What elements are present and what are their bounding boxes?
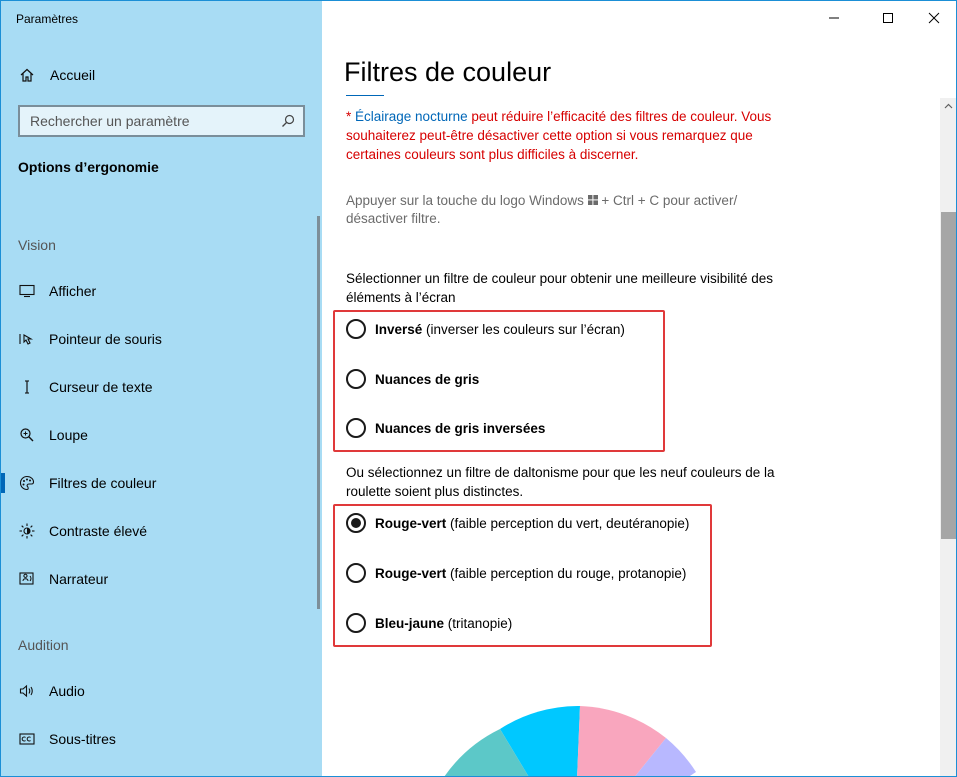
app-title: Paramètres — [16, 12, 79, 26]
sidebar — [1, 1, 322, 777]
radio-label-desc: (inverser les couleurs sur l’écran) — [422, 321, 625, 337]
maximize-icon — [882, 12, 894, 24]
main-content — [322, 1, 957, 777]
search-input[interactable] — [20, 113, 270, 129]
radio-circle[interactable] — [346, 418, 366, 438]
radio-nuances-de-gris[interactable] — [346, 367, 479, 391]
sidebar-item-audio[interactable] — [1, 671, 322, 711]
radio-label — [375, 566, 686, 581]
scroll-up-button[interactable] — [940, 98, 957, 114]
sidebar-item-pointeur-de-souris[interactable] — [1, 319, 322, 359]
radio-label-bold: Rouge-vert — [375, 515, 447, 531]
radio-bleu-jaune-tritanopie[interactable] — [346, 611, 512, 635]
minimize-icon — [828, 12, 840, 24]
section-title: Options d’ergonomie — [18, 159, 159, 175]
radio-circle-checked[interactable] — [346, 513, 366, 533]
sidebar-item-label: Narrateur — [49, 571, 109, 587]
radio-label-desc: (faible perception du vert, deutéranopie) — [446, 515, 690, 531]
home-icon — [18, 67, 36, 83]
daltonism-prompt: Ou sélectionnez un filtre de daltonisme pour que les neuf couleurs de la roulette soient plus distinctes. — [346, 465, 775, 499]
high-contrast-icon — [18, 522, 36, 540]
radio-inverse[interactable] — [346, 317, 625, 341]
sidebar-item-label: Afficher — [49, 283, 97, 299]
radio-label-bold: Rouge-vert — [375, 565, 447, 581]
radio-label-desc: (tritanopie) — [444, 615, 513, 631]
sidebar-item-sous-titres[interactable] — [1, 719, 322, 759]
radio-label-bold: Nuances de gris — [375, 371, 480, 387]
sidebar-item-label: Filtres de couleur — [49, 475, 157, 491]
radio-label — [375, 322, 625, 337]
radio-label — [375, 372, 479, 387]
color-palette-icon — [18, 474, 36, 492]
sidebar-item-loupe[interactable] — [1, 415, 322, 455]
closed-captions-icon — [18, 730, 36, 748]
radio-rouge-vert-deuteranopie[interactable] — [346, 511, 689, 535]
sidebar-item-label: Sous-titres — [49, 731, 116, 747]
sidebar-item-contraste-eleve[interactable] — [1, 511, 322, 551]
title-underline — [346, 95, 384, 96]
nav-home-label: Accueil — [50, 67, 96, 83]
sidebar-item-filtres-de-couleur[interactable] — [1, 463, 322, 503]
radio-label-bold: Nuances de gris inversées — [375, 420, 546, 436]
radio-label-bold: Bleu-jaune — [375, 615, 445, 631]
radio-circle[interactable] — [346, 613, 366, 633]
radio-circle[interactable] — [346, 319, 366, 339]
color-wheel-preview — [442, 706, 712, 777]
main-scrollbar[interactable] — [940, 98, 957, 777]
mouse-pointer-icon — [18, 330, 36, 348]
maximize-button[interactable] — [865, 1, 911, 35]
search-icon[interactable] — [281, 114, 295, 128]
sidebar-item-label: Curseur de texte — [49, 379, 153, 395]
text-cursor-icon — [18, 378, 36, 396]
radio-label — [375, 421, 545, 436]
hint-before: Appuyer sur la touche du logo Windows — [346, 193, 588, 208]
scroll-thumb[interactable] — [941, 212, 956, 539]
narrator-icon — [18, 570, 36, 588]
speaker-icon — [18, 682, 36, 700]
close-icon — [928, 12, 940, 24]
radio-label — [375, 616, 512, 631]
radio-circle[interactable] — [346, 369, 366, 389]
warning-text: peut réduire l’efficacité des filtres de couleur. Vous souhaiterez peut-être désactiver cette option si vous remarquez que certaines couleurs sont plus difficiles à discerner. — [346, 109, 772, 162]
night-light-link[interactable]: Éclairage nocturne — [355, 109, 468, 124]
monitor-icon — [18, 282, 36, 300]
minimize-button[interactable] — [811, 1, 857, 35]
nav-home[interactable] — [1, 57, 322, 93]
group-label-audition: Audition — [18, 637, 69, 653]
sidebar-item-label: Contraste élevé — [49, 523, 148, 539]
magnifier-icon — [18, 426, 36, 444]
sidebar-item-narrateur[interactable] — [1, 559, 322, 599]
sidebar-item-curseur-de-texte[interactable] — [1, 367, 322, 407]
sidebar-scrollbar[interactable] — [317, 216, 320, 609]
sidebar-item-label: Loupe — [49, 427, 88, 443]
warning-asterisk: * — [346, 109, 356, 124]
night-light-warning — [346, 107, 796, 164]
sidebar-item-label: Audio — [49, 683, 85, 699]
radio-label-desc: (faible perception du rouge, protanopie) — [446, 565, 687, 581]
chevron-up-icon — [944, 103, 953, 109]
sidebar-item-afficher[interactable] — [1, 271, 322, 311]
filter-prompt: Sélectionner un filtre de couleur pour obtenir une meilleure visibilité des éléments à l’écran — [346, 271, 773, 305]
close-button[interactable] — [911, 1, 957, 35]
group-label-vision: Vision — [18, 237, 56, 253]
radio-circle[interactable] — [346, 563, 366, 583]
radio-label-bold: Inversé — [375, 321, 423, 337]
radio-label — [375, 516, 689, 531]
hint-after: + Ctrl + C pour activer/ désactiver filtre. — [346, 193, 738, 226]
page-title: Filtres de couleur — [344, 57, 552, 87]
windows-logo-icon — [588, 192, 598, 202]
radio-nuances-de-gris-inversees[interactable] — [346, 416, 545, 440]
shortcut-hint — [346, 192, 786, 228]
search-box[interactable] — [18, 105, 305, 137]
sidebar-item-label: Pointeur de souris — [49, 331, 162, 347]
radio-rouge-vert-protanopie[interactable] — [346, 561, 686, 585]
